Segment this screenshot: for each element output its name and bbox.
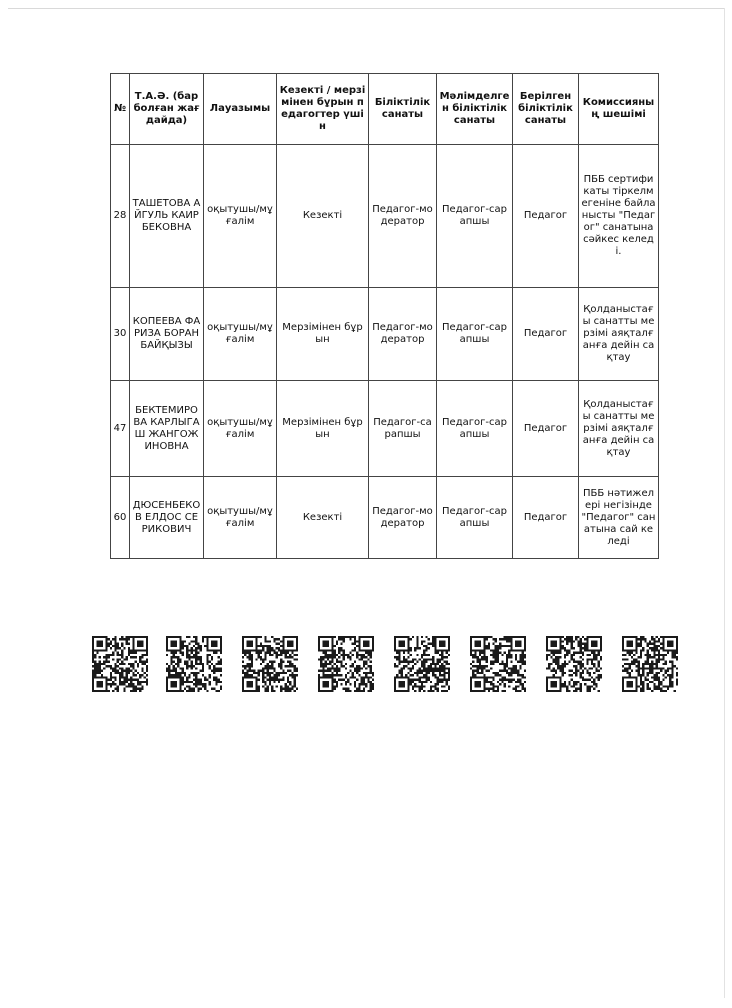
row-category: Педагог-модератор [369, 145, 437, 288]
row-type: Мерзімінен бұрын [277, 288, 369, 381]
header-category: Біліктілік санаты [369, 74, 437, 145]
row-name: БЕКТЕМИРОВА КАРЛЫГАШ ЖАНГОЖИНОВНА [130, 381, 204, 477]
row-number: 60 [111, 477, 130, 559]
qr-code-icon [546, 636, 602, 692]
row-decision: ПББ сертификаты тіркелмегеніне байланысты "Педагог" санатына сәйкес келеді. [579, 145, 659, 288]
header-commission-decision: Комиссияның шешімі [579, 74, 659, 145]
header-position: Лауазымы [204, 74, 277, 145]
table-header-row [111, 74, 659, 145]
row-number: 30 [111, 288, 130, 381]
row-declared: Педагог-сарапшы [437, 145, 513, 288]
row-position: оқытушы/мұғалім [204, 477, 277, 559]
header-declared-category: Мәлімделген біліктілік санаты [437, 74, 513, 145]
header-assigned-category: Берілген біліктілік санаты [513, 74, 579, 145]
row-decision: Қолданыстағы санатты мерзімі аяқталғанға дейін сақтау [579, 288, 659, 381]
header-certification-type: Кезекті / мерзімінен бұрын педагогтер үшін [277, 74, 369, 145]
row-position: оқытушы/мұғалім [204, 145, 277, 288]
qr-code-icon [622, 636, 678, 692]
scan-edge-right [724, 8, 725, 998]
row-declared: Педагог-сарапшы [437, 477, 513, 559]
table-row [111, 477, 659, 559]
table-row [111, 145, 659, 288]
qr-code-icon [470, 636, 526, 692]
qr-code-icon [394, 636, 450, 692]
row-assigned: Педагог [513, 145, 579, 288]
row-type: Кезекті [277, 145, 369, 288]
row-position: оқытушы/мұғалім [204, 381, 277, 477]
row-name: КОПЕЕВА ФАРИЗА БОРАНБАЙҚЫЗЫ [130, 288, 204, 381]
row-assigned: Педагог [513, 288, 579, 381]
row-assigned: Педагог [513, 477, 579, 559]
row-position: оқытушы/мұғалім [204, 288, 277, 381]
row-type: Кезекті [277, 477, 369, 559]
row-type: Мерзімінен бұрын [277, 381, 369, 477]
scan-edge-top [8, 8, 724, 9]
row-number: 28 [111, 145, 130, 288]
table-row [111, 288, 659, 381]
qr-code-icon [92, 636, 148, 692]
row-name: ТАШЕТОВА АЙГУЛЬ КАИРБЕКОВНА [130, 145, 204, 288]
row-decision: Қолданыстағы санатты мерзімі аяқталғанға дейін сақтау [579, 381, 659, 477]
qr-code-icon [318, 636, 374, 692]
row-declared: Педагог-сарапшы [437, 288, 513, 381]
row-decision: ПББ нәтижелері негізінде "Педагог" санатына сай келеді [579, 477, 659, 559]
qr-code-icon [166, 636, 222, 692]
results-table [110, 73, 659, 559]
row-number: 47 [111, 381, 130, 477]
table-row [111, 381, 659, 477]
row-category: Педагог-модератор [369, 288, 437, 381]
qr-code-strip [92, 636, 692, 696]
row-name: ДЮСЕНБЕКОВ ЕЛДОС СЕРИКОВИЧ [130, 477, 204, 559]
qr-code-icon [242, 636, 298, 692]
header-number: № [111, 74, 130, 145]
header-full-name: Т.А.Ә. (бар болған жағдайда) [130, 74, 204, 145]
row-category: Педагог-сарапшы [369, 381, 437, 477]
row-assigned: Педагог [513, 381, 579, 477]
row-declared: Педагог-сарапшы [437, 381, 513, 477]
row-category: Педагог-модератор [369, 477, 437, 559]
